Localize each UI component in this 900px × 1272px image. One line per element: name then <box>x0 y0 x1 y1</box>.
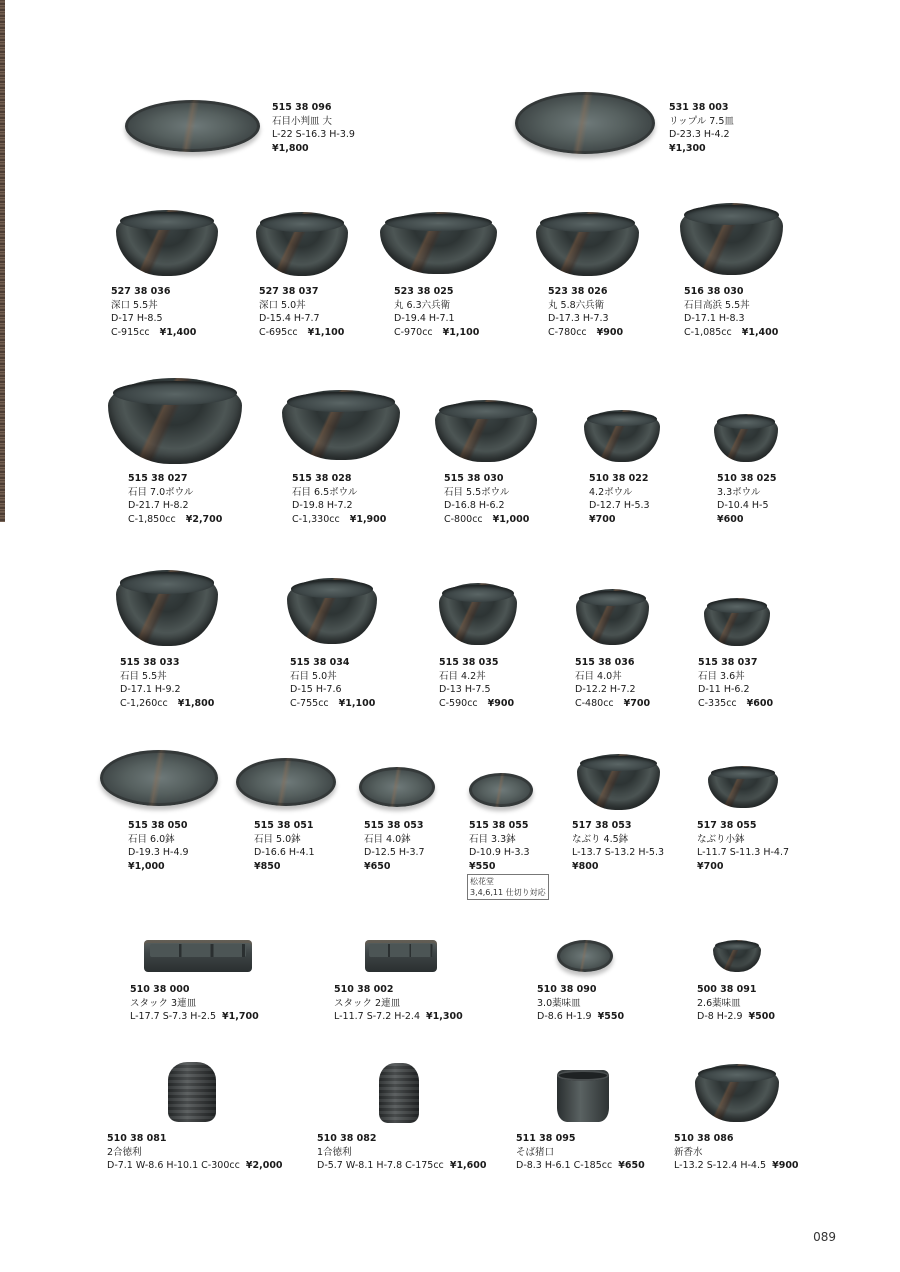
product-code: 515 38 033 <box>120 657 180 668</box>
product-price: ¥2,000 <box>245 1160 283 1171</box>
product-specs <box>674 1159 799 1173</box>
product-label <box>717 472 777 526</box>
product-code: 510 38 022 <box>589 473 649 484</box>
product-dimensions: L-13.7 S-13.2 H-5.3 <box>572 847 665 858</box>
product-capacity-price <box>292 513 386 527</box>
product-name: スタック 3連皿 <box>130 997 197 1009</box>
product-note <box>467 874 549 900</box>
product-name: 石目高浜 5.5丼 <box>684 299 750 311</box>
product-specs <box>697 1010 775 1024</box>
plate-photo <box>515 92 655 154</box>
product-label <box>516 1132 645 1173</box>
product-price: ¥550 <box>597 1011 625 1022</box>
product-capacity: C-335cc <box>698 697 737 709</box>
bowl-photo <box>256 212 348 276</box>
product-name: 石目 7.0ボウル <box>128 486 194 498</box>
product-capacity-price <box>272 142 355 156</box>
product-specs <box>107 1159 283 1173</box>
product-label <box>669 101 734 155</box>
product-label <box>572 819 664 873</box>
bowl-photo <box>714 414 778 462</box>
product-price: ¥900 <box>596 326 624 338</box>
product-capacity: C-1,260cc <box>120 697 168 709</box>
product-capacity-price <box>669 142 734 156</box>
product-price: ¥1,600 <box>449 1160 487 1171</box>
product-label <box>292 472 386 526</box>
tray-photo <box>144 940 252 972</box>
product-price: ¥1,100 <box>338 697 376 709</box>
product-capacity: C-915cc <box>111 326 150 338</box>
product-name: 石目 5.0鉢 <box>254 833 301 845</box>
plate-photo <box>125 100 260 152</box>
product-price: ¥850 <box>254 860 281 872</box>
product-price: ¥600 <box>717 513 744 525</box>
product-capacity-price <box>572 860 664 874</box>
product-label <box>259 285 344 339</box>
product-name: なぶり小鉢 <box>697 833 745 845</box>
product-dimensions: D-8.6 H-1.9 <box>537 1011 592 1022</box>
product-code: 523 38 026 <box>548 286 608 297</box>
product-name: 石目 5.5丼 <box>120 670 167 682</box>
product-capacity-price <box>469 860 530 874</box>
bowl-photo <box>435 400 537 462</box>
product-code: 531 38 003 <box>669 102 729 113</box>
product-label <box>130 983 259 1024</box>
bowl-photo <box>708 766 778 808</box>
product-name: 丸 6.3六兵衛 <box>394 299 451 311</box>
product-price: ¥1,800 <box>272 142 309 154</box>
product-capacity: C-1,085cc <box>684 326 732 338</box>
product-dimensions: D-10.4 H-5 <box>717 500 769 511</box>
bowl-photo <box>577 754 660 810</box>
product-capacity-price <box>684 326 778 340</box>
product-capacity-price <box>259 326 344 340</box>
product-code: 515 38 050 <box>128 820 188 831</box>
product-name: スタック 2連皿 <box>334 997 401 1009</box>
product-label <box>575 656 650 710</box>
product-code: 516 38 030 <box>684 286 744 297</box>
product-code: 510 38 086 <box>674 1133 734 1144</box>
product-dimensions: D-12.2 H-7.2 <box>575 684 636 695</box>
product-dimensions: D-13 H-7.5 <box>439 684 491 695</box>
product-name: 石目 4.0丼 <box>575 670 622 682</box>
product-specs <box>130 1010 259 1024</box>
product-label <box>111 285 196 339</box>
product-name: 石目 6.0鉢 <box>128 833 175 845</box>
product-dimensions: D-5.7 W-8.1 H-7.8 C-175cc <box>317 1160 444 1171</box>
product-code: 510 38 082 <box>317 1133 377 1144</box>
product-capacity-price <box>697 860 789 874</box>
bowl-photo <box>116 210 218 276</box>
product-code: 517 38 055 <box>697 820 757 831</box>
product-price: ¥500 <box>748 1011 775 1022</box>
product-name: 石目 3.6丼 <box>698 670 745 682</box>
product-label <box>364 819 425 873</box>
product-code: 510 38 090 <box>537 984 597 995</box>
product-name: 4.2ボウル <box>589 486 633 498</box>
product-name: 3.3ボウル <box>717 486 761 498</box>
product-dimensions: D-10.9 H-3.3 <box>469 847 530 858</box>
product-capacity: C-480cc <box>575 697 614 709</box>
product-capacity-price <box>128 513 222 527</box>
product-name: なぶり 4.5鉢 <box>572 833 629 845</box>
product-name: 石目 4.0鉢 <box>364 833 411 845</box>
product-capacity: C-800cc <box>444 513 483 525</box>
product-name: 石目 5.5ボウル <box>444 486 510 498</box>
product-dimensions: D-19.8 H-7.2 <box>292 500 353 511</box>
product-label <box>120 656 214 710</box>
product-specs <box>537 1010 624 1024</box>
product-price: ¥1,100 <box>442 326 480 338</box>
page-number: 089 <box>813 1230 836 1244</box>
plate-photo <box>236 758 336 806</box>
product-dimensions: L-11.7 S-7.2 H-2.4 <box>334 1011 420 1022</box>
bowl-photo <box>380 212 497 274</box>
product-label <box>697 983 775 1024</box>
note-line: 松花堂 <box>470 877 494 886</box>
product-code: 515 38 035 <box>439 657 499 668</box>
product-price: ¥1,400 <box>741 326 779 338</box>
product-code: 510 38 081 <box>107 1133 167 1144</box>
bowl-photo <box>576 589 649 645</box>
pitcher-photo <box>379 1063 419 1123</box>
product-capacity-price <box>290 697 375 711</box>
plate-photo <box>557 940 613 972</box>
product-code: 515 38 055 <box>469 820 529 831</box>
product-dimensions: D-16.6 H-4.1 <box>254 847 315 858</box>
product-label <box>394 285 479 339</box>
product-name: 丸 5.8六兵衛 <box>548 299 605 311</box>
plate-photo <box>359 767 435 807</box>
product-code: 510 38 000 <box>130 984 190 995</box>
product-name: 3.0薬味皿 <box>537 997 581 1009</box>
product-price: ¥1,000 <box>128 860 165 872</box>
product-price: ¥900 <box>772 1160 799 1171</box>
product-price: ¥600 <box>746 697 774 709</box>
product-dimensions: D-12.7 H-5.3 <box>589 500 650 511</box>
product-specs <box>516 1159 645 1173</box>
product-name: 石目 5.0丼 <box>290 670 337 682</box>
bowl-photo <box>584 410 660 462</box>
product-dimensions: D-11 H-6.2 <box>698 684 750 695</box>
product-label <box>254 819 315 873</box>
product-dimensions: D-17.1 H-9.2 <box>120 684 181 695</box>
product-capacity: C-1,850cc <box>128 513 176 525</box>
product-capacity-price <box>717 513 777 527</box>
product-price: ¥700 <box>589 513 616 525</box>
product-price: ¥700 <box>697 860 724 872</box>
product-price: ¥2,700 <box>185 513 223 525</box>
product-dimensions: D-8.3 H-6.1 C-185cc <box>516 1160 613 1171</box>
product-dimensions: D-17 H-8.5 <box>111 313 163 324</box>
product-code: 517 38 053 <box>572 820 632 831</box>
product-capacity-price <box>111 326 196 340</box>
product-capacity: C-1,330cc <box>292 513 340 525</box>
product-capacity-price <box>575 697 650 711</box>
product-specs <box>334 1010 463 1024</box>
product-name: 石目 6.5ボウル <box>292 486 358 498</box>
cup-photo <box>557 1070 609 1122</box>
bowl-photo <box>282 390 400 460</box>
product-code: 515 38 028 <box>292 473 352 484</box>
bowl-photo <box>695 1064 779 1122</box>
product-capacity: C-755cc <box>290 697 329 709</box>
product-capacity-price <box>439 697 514 711</box>
product-capacity: C-695cc <box>259 326 298 338</box>
product-label <box>469 819 530 873</box>
product-name: 2.6薬味皿 <box>697 997 741 1009</box>
bowl-photo <box>108 378 242 464</box>
product-label <box>684 285 778 339</box>
product-price: ¥650 <box>364 860 391 872</box>
product-capacity: C-970cc <box>394 326 433 338</box>
product-price: ¥1,300 <box>426 1011 463 1022</box>
product-code: 515 38 030 <box>444 473 504 484</box>
product-price: ¥700 <box>623 697 651 709</box>
product-name: 石目 3.3鉢 <box>469 833 516 845</box>
product-name: 新香水 <box>674 1146 703 1158</box>
product-code: 527 38 036 <box>111 286 171 297</box>
product-capacity-price <box>698 697 773 711</box>
product-code: 515 38 051 <box>254 820 314 831</box>
product-code: 511 38 095 <box>516 1133 576 1144</box>
note-line: 3,4,6,11 仕切り対応 <box>470 888 546 897</box>
product-dimensions: D-19.3 H-4.9 <box>128 847 189 858</box>
product-label <box>334 983 463 1024</box>
product-dimensions: D-23.3 H-4.2 <box>669 129 730 140</box>
product-capacity-price <box>120 697 214 711</box>
product-dimensions: L-22 S-16.3 H-3.9 <box>272 129 355 140</box>
product-price: ¥1,100 <box>307 326 345 338</box>
product-dimensions: L-17.7 S-7.3 H-2.5 <box>130 1011 216 1022</box>
product-capacity-price <box>548 326 623 340</box>
product-code: 515 38 027 <box>128 473 188 484</box>
product-code: 515 38 034 <box>290 657 350 668</box>
product-label <box>589 472 650 526</box>
product-label <box>674 1132 799 1173</box>
product-code: 515 38 036 <box>575 657 635 668</box>
product-code: 500 38 091 <box>697 984 757 995</box>
product-code: 515 38 053 <box>364 820 424 831</box>
product-dimensions: D-21.7 H-8.2 <box>128 500 189 511</box>
product-price: ¥1,800 <box>177 697 215 709</box>
product-label <box>290 656 375 710</box>
product-capacity-price <box>364 860 425 874</box>
product-price: ¥550 <box>469 860 496 872</box>
product-label <box>128 819 189 873</box>
product-code: 510 38 002 <box>334 984 394 995</box>
bowl-photo <box>713 940 761 972</box>
product-name: そば猪口 <box>516 1146 555 1158</box>
product-name: 2合徳利 <box>107 1146 142 1158</box>
bowl-photo <box>704 598 770 646</box>
product-capacity-price <box>444 513 529 527</box>
product-code: 527 38 037 <box>259 286 319 297</box>
product-capacity: C-780cc <box>548 326 587 338</box>
product-label <box>272 101 355 155</box>
product-label <box>317 1132 487 1173</box>
product-dimensions: D-12.5 H-3.7 <box>364 847 425 858</box>
product-label <box>128 472 222 526</box>
product-price: ¥650 <box>618 1160 645 1171</box>
product-dimensions: D-17.1 H-8.3 <box>684 313 745 324</box>
product-name: 石目小判皿 大 <box>272 115 333 127</box>
product-label <box>107 1132 283 1173</box>
product-dimensions: D-15.4 H-7.7 <box>259 313 320 324</box>
product-code: 515 38 096 <box>272 102 332 113</box>
product-label <box>697 819 789 873</box>
product-code: 523 38 025 <box>394 286 454 297</box>
product-label <box>698 656 773 710</box>
product-price: ¥900 <box>487 697 515 709</box>
product-label <box>537 983 624 1024</box>
product-capacity-price <box>128 860 189 874</box>
plate-photo <box>100 750 218 806</box>
product-dimensions: L-13.2 S-12.4 H-4.5 <box>674 1160 767 1171</box>
bowl-photo <box>439 583 517 645</box>
product-code: 515 38 037 <box>698 657 758 668</box>
product-code: 510 38 025 <box>717 473 777 484</box>
product-price: ¥1,300 <box>669 142 706 154</box>
product-dimensions: D-19.4 H-7.1 <box>394 313 455 324</box>
product-capacity: C-590cc <box>439 697 478 709</box>
product-name: リップル 7.5皿 <box>669 115 734 127</box>
product-label <box>444 472 529 526</box>
product-price: ¥1,700 <box>222 1011 259 1022</box>
product-dimensions: L-11.7 S-11.3 H-4.7 <box>697 847 790 858</box>
tray-photo <box>365 940 437 972</box>
bowl-photo <box>536 212 639 276</box>
product-specs <box>317 1159 487 1173</box>
product-name: 深口 5.0丼 <box>259 299 306 311</box>
product-price: ¥1,900 <box>349 513 387 525</box>
product-capacity-price <box>394 326 479 340</box>
product-name: 石目 4.2丼 <box>439 670 486 682</box>
product-dimensions: D-15 H-7.6 <box>290 684 342 695</box>
product-name: 深口 5.5丼 <box>111 299 158 311</box>
page-edge-decoration <box>0 0 5 522</box>
product-capacity-price <box>254 860 315 874</box>
plate-photo <box>469 773 533 807</box>
product-dimensions: D-7.1 W-8.6 H-10.1 C-300cc <box>107 1160 240 1171</box>
bowl-photo <box>680 203 783 275</box>
product-name: 1合徳利 <box>317 1146 352 1158</box>
product-dimensions: D-17.3 H-7.3 <box>548 313 609 324</box>
pitcher-photo <box>168 1062 216 1122</box>
product-price: ¥1,000 <box>492 513 530 525</box>
product-dimensions: D-16.8 H-6.2 <box>444 500 505 511</box>
product-capacity-price <box>589 513 650 527</box>
product-dimensions: D-8 H-2.9 <box>697 1011 743 1022</box>
product-label <box>439 656 514 710</box>
bowl-photo <box>287 578 377 644</box>
product-price: ¥800 <box>572 860 599 872</box>
product-label <box>548 285 623 339</box>
product-price: ¥1,400 <box>159 326 197 338</box>
bowl-photo <box>116 570 218 646</box>
